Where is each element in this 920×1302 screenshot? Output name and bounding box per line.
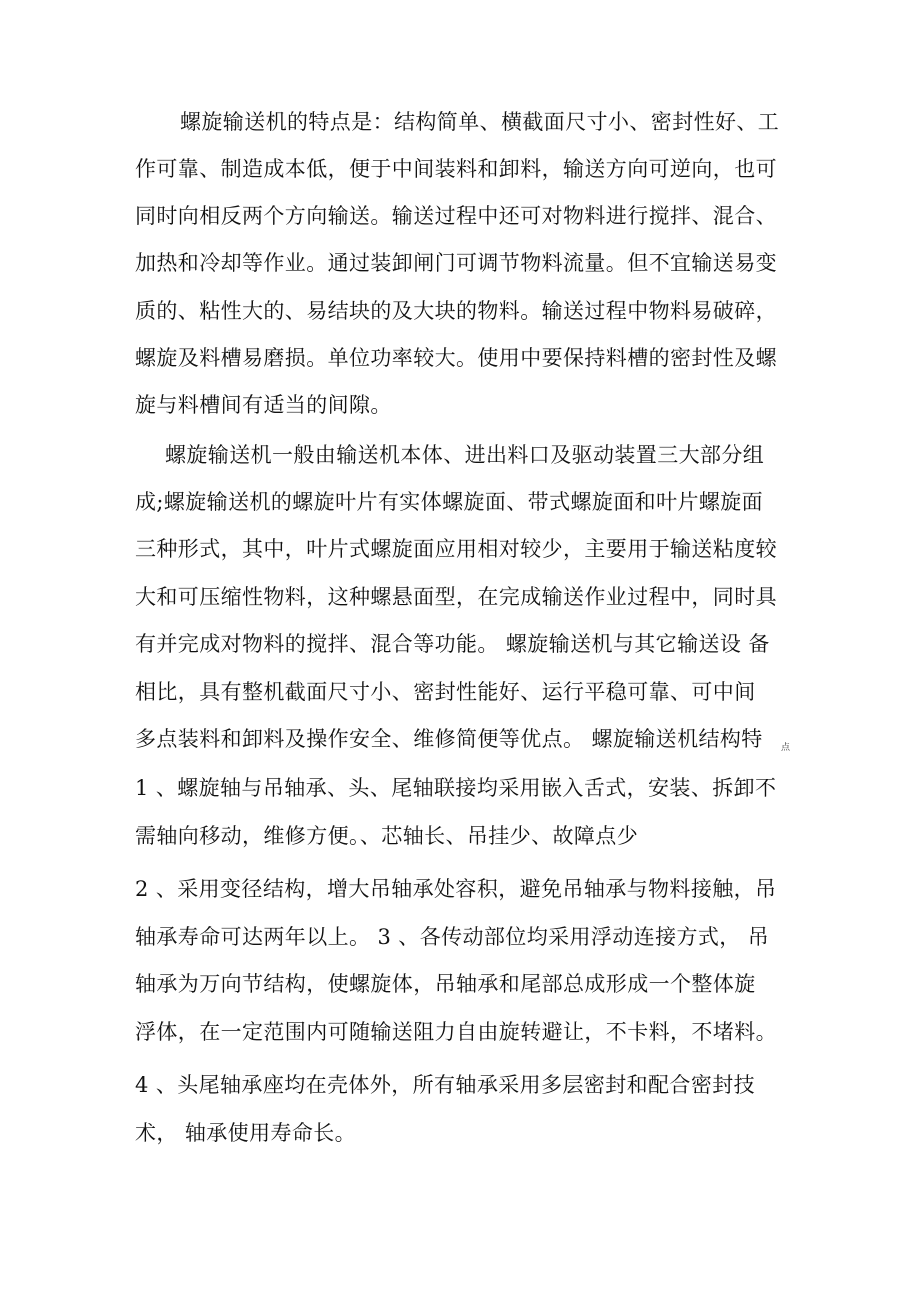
list-item-3-line-2: 浮体，在一定范围内可随输送阻力自由旋转避让，不卡料，不堵料。 xyxy=(135,1020,777,1044)
list-item-2-line-2: 轴承寿命可达两年以上。 3 、各传动部位均采用浮动连接方式， 吊 xyxy=(135,925,770,949)
paragraph-2-line-6: 相比，具有整机截面尺寸小、密封性能好、运行平稳可靠、可中间 xyxy=(135,680,756,704)
paragraph-2-line-7: 多点装料和卸料及操作安全、维修简便等优点。 螺旋输送机结构特 xyxy=(135,727,763,751)
paragraph-2-line-2: 成;螺旋输送机的螺旋叶片有实体螺旋面、带式螺旋面和叶片螺旋面 xyxy=(135,490,764,514)
paragraph-2-line-3: 三种形式，其中，叶片式螺旋面应用相对较少，主要用于输送粘度较 xyxy=(135,537,777,561)
paragraph-2-line-5: 有并完成对物料的搅拌、混合等功能。 螺旋输送机与其它输送设 备 xyxy=(135,632,770,656)
paragraph-2-line-4: 大和可压缩性物料，这种螺悬面型，在完成输送作业过程中，同时具 xyxy=(135,585,777,609)
list-item-3-line-1: 轴承为万向节结构，使螺旋体，吊轴承和尾部总成形成一个整体旋 xyxy=(135,972,756,996)
paragraph-1-line-6: 螺旋及料槽易磨损。单位功率较大。使用中要保持料槽的密封性及螺 xyxy=(135,346,777,370)
list-item-4-line-2: 术， 轴承使用寿命长。 xyxy=(135,1121,357,1145)
paragraph-1-line-5: 质的、粘性大的、易结块的及大块的物料。输送过程中物料易破碎， xyxy=(135,299,777,323)
paragraph-1-line-2: 作可靠、制造成本低，便于中间装料和卸料，输送方向可逆向，也可 xyxy=(135,157,777,181)
list-item-4-line-1: 4 、头尾轴承座均在壳体外，所有轴承采用多层密封和配合密封技 xyxy=(135,1073,756,1097)
paragraph-1-line-7: 旋与料槽间有适当的间隙。 xyxy=(135,393,392,417)
paragraph-1-line-4: 加热和冷却等作业。通过装卸闸门可调节物料流量。但不宜输送易变 xyxy=(135,251,777,275)
paragraph-2-line-1: 螺旋输送机一般由输送机本体、进出料口及驱动装置三大部分组 xyxy=(165,443,765,467)
paragraph-1-line-3: 同时向相反两个方向输送。输送过程中还可对物料进行搅拌、混合、 xyxy=(135,204,777,228)
list-item-2-line-1: 2 、采用变径结构，增大吊轴承处容积，避免吊轴承与物料接触，吊 xyxy=(135,877,777,901)
paragraph-1-line-1: 螺旋输送机的特点是：结构简单、横截面尺寸小、密封性好、工 xyxy=(180,110,780,134)
list-item-1-line-1: 1 、螺旋轴与吊轴承、头、尾轴联接均采用嵌入舌式，安装、拆卸不 xyxy=(135,776,777,800)
footnote-mark: 点 xyxy=(781,743,791,753)
list-item-1-line-2: 需轴向移动，维修方便。、芯轴长、吊挂少、故障点少 xyxy=(135,824,639,848)
